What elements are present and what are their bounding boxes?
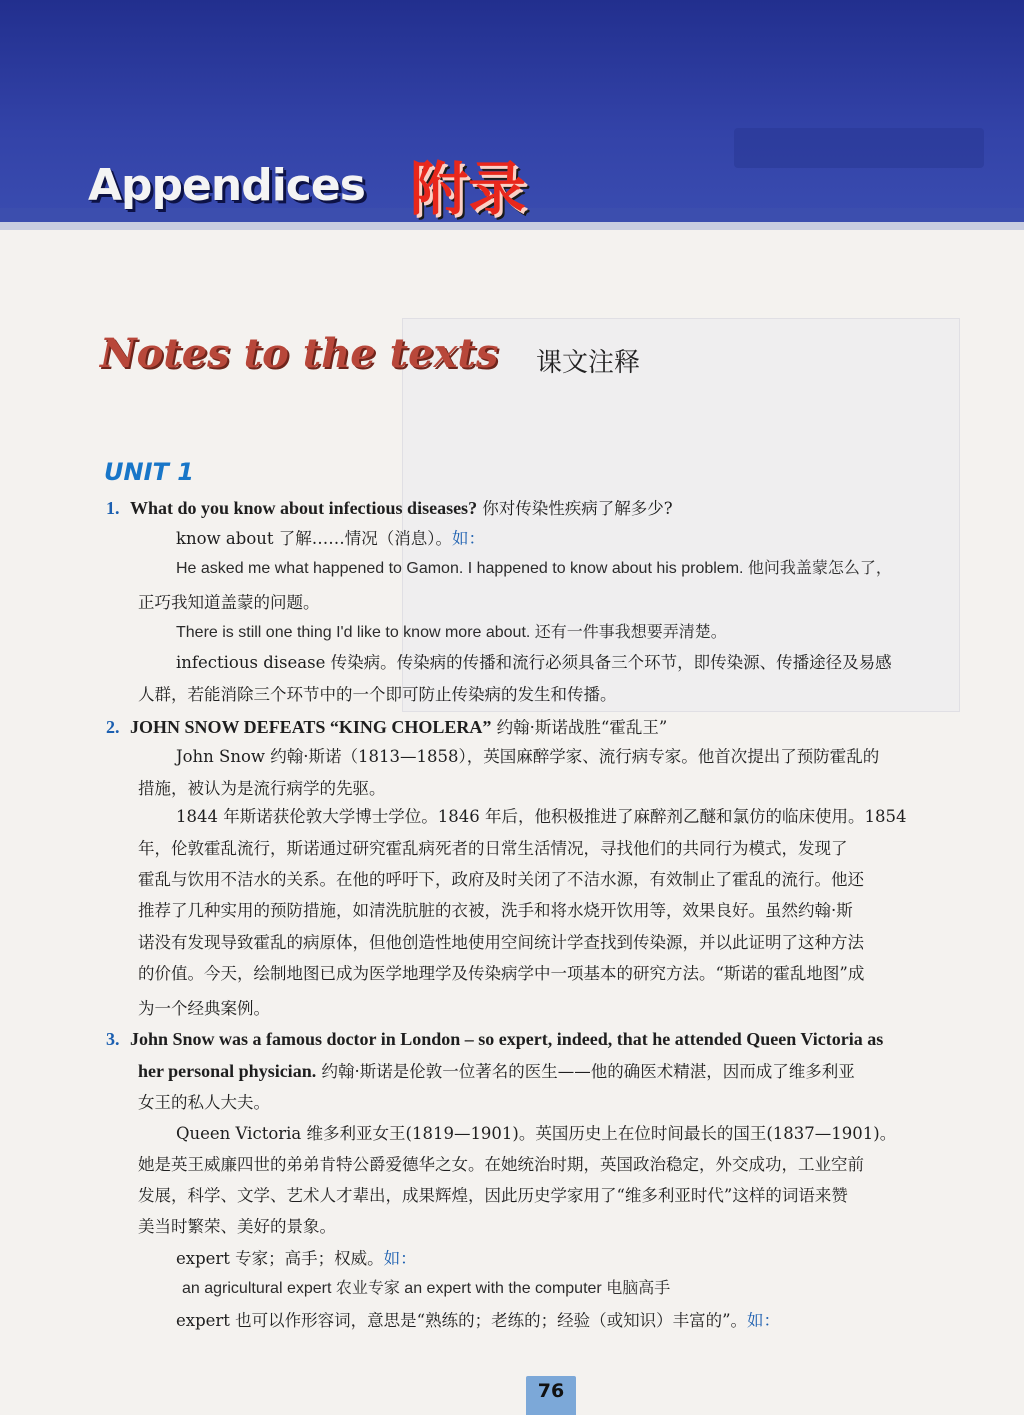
note-line: 措施，被认为是流行病学的先驱。 xyxy=(138,779,386,798)
example-marker: 如： xyxy=(452,529,486,548)
appendices-title-cn: 附录 xyxy=(410,155,527,222)
note-line xyxy=(176,1248,417,1270)
note-heading-en: John Snow was a famous doctor in London – so expert, indeed, that he attended Queen Victoria as xyxy=(130,1029,884,1049)
note-2-heading xyxy=(106,716,667,739)
note-text: expert 也可以作形容词，意思是“熟练的；老练的；经验（或知识）丰富的”。 xyxy=(176,1311,748,1330)
note-heading-cn: 约翰·斯诺战胜“霍乱王” xyxy=(491,718,668,737)
page-number: 76 xyxy=(537,1380,565,1402)
note-line: 美当时繁荣、美好的景象。 xyxy=(138,1217,336,1236)
note-line: 女王的私人大夫。 xyxy=(138,1093,270,1112)
note-line: Queen Victoria 维多利亚女王(1819—1901)。英国历史上在位时间最长的国王(1837—1901)。 xyxy=(176,1124,897,1143)
note-line: 的价值。今天，绘制地图已成为医学地理学及传染病学中一项基本的研究方法。“斯诺的霍乱地图”成 xyxy=(138,964,865,983)
section-title-en: Notes to the texts xyxy=(100,330,499,377)
note-1-heading xyxy=(106,497,673,520)
note-text: know about 了解……情况（消息）。 xyxy=(176,529,453,548)
note-3-heading xyxy=(106,1028,883,1051)
note-heading-cn: 你对传染性疾病了解多少? xyxy=(477,499,673,518)
note-line: 人群，若能消除三个环节中的一个即可防止传染病的发生和传播。 xyxy=(138,685,617,704)
note-heading-cn: 约翰·斯诺是伦敦一位著名的医生——他的确医术精湛，因而成了维多利亚 xyxy=(316,1062,855,1081)
note-line: 年，伦敦霍乱流行，斯诺通过研究霍乱病死者的日常生活情况，寻找他们的共同行为模式，发现了 xyxy=(138,839,848,858)
note-number: 3. xyxy=(106,1029,120,1049)
note-number: 2. xyxy=(106,717,120,737)
bleed-through-box xyxy=(734,128,984,168)
section-title-cn: 课文注释 xyxy=(536,348,641,378)
appendices-title-en: Appendices xyxy=(88,160,365,211)
note-line: 诺没有发现导致霍乱的病原体，但他创造性地使用空间统计学查找到传染源，并以此证明了这种方法 xyxy=(138,933,864,952)
note-heading-en: her personal physician. xyxy=(138,1061,317,1081)
example-line: There is still one thing I'd like to know more about. 还有一件事我想要弄清楚。 xyxy=(176,624,727,641)
unit-heading: UNIT 1 xyxy=(104,458,194,486)
note-line xyxy=(176,1310,780,1332)
banner-underline xyxy=(0,222,1024,230)
note-heading-cont xyxy=(138,1060,855,1083)
note-text: expert 专家；高手；权威。 xyxy=(176,1249,384,1268)
note-number: 1. xyxy=(106,498,120,518)
example-marker: 如： xyxy=(383,1249,417,1268)
note-line: 发展，科学、文学、艺术人才辈出，成果辉煌，因此历史学家用了“维多利亚时代”这样的词语来赞 xyxy=(138,1186,848,1205)
note-line: 她是英王威廉四世的弟弟肯特公爵爱德华之女。在她统治时期，英国政治稳定，外交成功，工业空前 xyxy=(138,1155,864,1174)
note-heading-en: JOHN SNOW DEFEATS “KING CHOLERA” xyxy=(130,717,492,737)
note-line: 为一个经典案例。 xyxy=(138,999,270,1018)
example-line: an agricultural expert 农业专家 an expert with the computer 电脑高手 xyxy=(182,1280,671,1297)
header-banner xyxy=(0,0,1024,222)
note-line: 正巧我知道盖蒙的问题。 xyxy=(138,593,320,612)
note-line: infectious disease 传染病。传染病的传播和流行必须具备三个环节，即传染源、传播途径及易感 xyxy=(176,653,892,672)
page-number-box xyxy=(526,1376,576,1415)
note-heading-en: What do you know about infectious diseases? xyxy=(130,498,478,518)
note-line: John Snow 约翰·斯诺（1813—1858），英国麻醉学家、流行病专家。他首次提出了预防霍乱的 xyxy=(176,747,880,766)
note-line: 1844 年斯诺获伦敦大学博士学位。1846 年后，他积极推进了麻醉剂乙醚和氯仿的临床使用。1854 xyxy=(176,807,907,826)
example-line: He asked me what happened to Gamon. I happened to know about his problem. 他问我盖蒙怎么了， xyxy=(176,560,892,577)
note-line: 霍乱与饮用不洁水的关系。在他的呼吁下，政府及时关闭了不洁水源，有效制止了霍乱的流行。他还 xyxy=(138,870,864,889)
note-line xyxy=(176,528,485,550)
example-marker: 如： xyxy=(747,1311,781,1330)
note-line: 推荐了几种实用的预防措施，如清洗肮脏的衣被，洗手和将水烧开饮用等，效果良好。虽然约翰·斯 xyxy=(138,901,853,920)
